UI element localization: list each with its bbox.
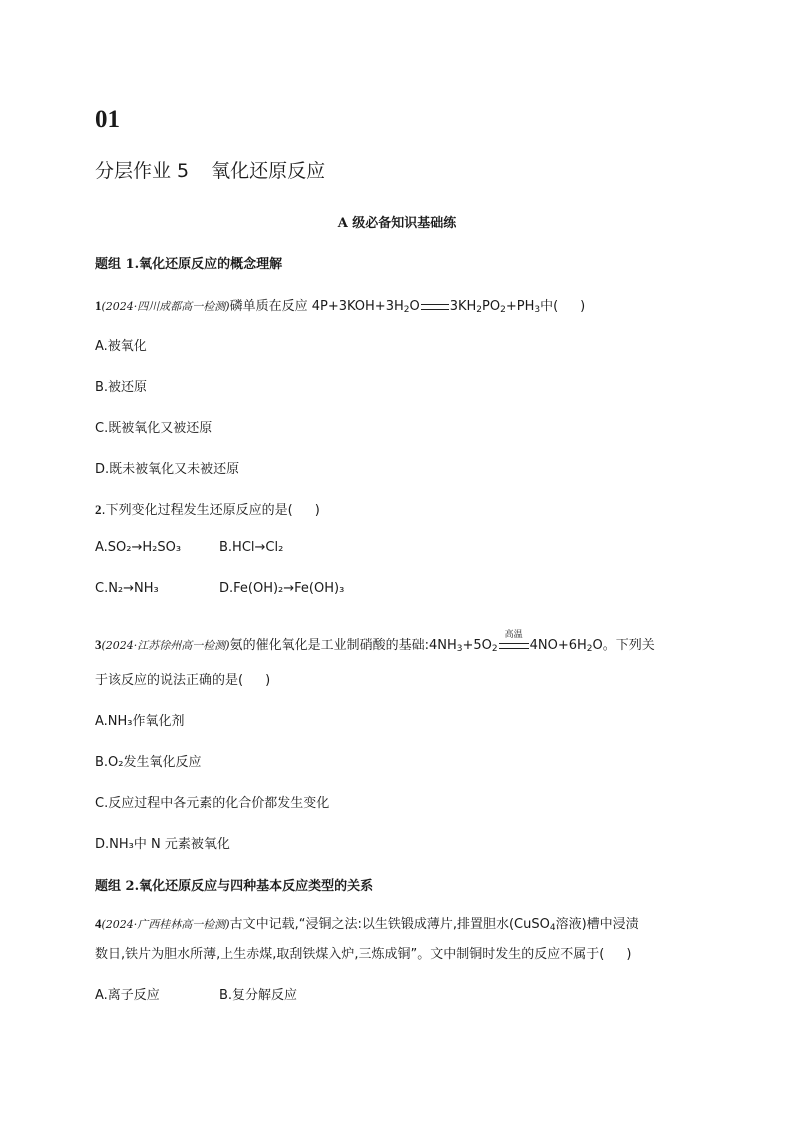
q2-option-b: B.HCl→Cl₂	[219, 540, 284, 555]
q1-source: (2024·四川成都高一检测)	[101, 300, 230, 313]
page-title	[95, 156, 325, 183]
q3-option-a: A.NH₃作氧化剂	[95, 714, 185, 729]
q1-option-d: D.既未被氧化又未被还原	[95, 462, 240, 477]
q1-option-a: A.被氧化	[95, 339, 147, 354]
q3-close: )	[265, 673, 271, 688]
q3-option-b: B.O₂发生氧化反应	[95, 755, 202, 770]
q3-option-c: C.反应过程中各元素的化合价都发生变化	[95, 796, 330, 811]
q3-text-b: +5O	[462, 638, 492, 653]
q3-number: 3	[95, 637, 102, 652]
q1-text-e: +PH	[505, 299, 535, 314]
condition-label: 高温	[504, 629, 523, 640]
question-1: 1(2024·四川成都高一检测)磷单质在反应 $4P+3KOH+3H_2O$ $3KH_2PO_2+PH_3$中( )	[95, 298, 586, 315]
q3-source: (2024·江苏徐州高一检测)	[101, 639, 230, 652]
q1-option-c: C.既被氧化又被还原	[95, 421, 213, 436]
q1-text-g: )	[580, 299, 586, 314]
question-3: 3(2024·江苏徐州高一检测)氨的催化氧化是工业制硝酸的基础$:4NH_3+5O_2$ 高温 $4NO+6H_2O$。下列关	[95, 634, 655, 654]
equal-sign	[421, 304, 449, 310]
title-part-a: 分层作业 5	[95, 160, 190, 182]
q2-text: .下列变化过程发生还原反应的是(	[101, 503, 293, 518]
q4-close: )	[626, 947, 632, 962]
q4-source: (2024·广西桂林高一检测)	[101, 918, 230, 931]
q3-text-d: O。下列关	[592, 638, 655, 653]
q3-option-d: D.NH₃中 N 元素被氧化	[95, 837, 230, 852]
q1-text-a: 磷单质在反应 4P+3KOH+3H	[229, 299, 404, 314]
q4-number: 4	[95, 916, 102, 931]
q4-option-b: B.复分解反应	[219, 988, 298, 1003]
q2-option-c: C.N₂→NH₃	[95, 581, 159, 596]
q3-text-a: 氨的催化氧化是工业制硝酸的基础:4NH	[229, 638, 457, 653]
question-4-line-2	[95, 943, 631, 962]
q1-text-f: 中(	[540, 299, 559, 314]
group-heading-1: 题组 1.氧化还原反应的概念理解	[95, 257, 283, 272]
q2-close: )	[314, 503, 320, 518]
section-heading: A 级必备知识基础练	[337, 216, 457, 231]
q1-text-b: O	[409, 299, 420, 314]
q4-text-a: 古文中记载,“浸铜之法:以生铁锻成薄片,排置胆水(CuSO	[229, 917, 550, 932]
question-4: 4(2024·广西桂林高一检测)古文中记载,“浸铜之法:以生铁锻成薄片,排置胆水(CuSO$_4$溶液)槽中浸渍	[95, 916, 639, 933]
q1-text-c: 3KH	[449, 299, 477, 314]
q1-text-d: PO	[482, 299, 501, 314]
group-heading-2: 题组 2.氧化还原反应与四种基本反应类型的关系	[95, 879, 374, 894]
reaction-condition	[499, 629, 529, 649]
q1-number: 1	[95, 298, 102, 313]
section-number: 01	[95, 106, 120, 133]
q1-option-b: B.被还原	[95, 380, 148, 395]
title-part-b: 氧化还原反应	[211, 160, 326, 182]
q2-option-d: D.Fe(OH)₂→Fe(OH)₃	[219, 581, 345, 596]
q4-option-a: A.离子反应	[95, 988, 160, 1003]
question-3-line-2	[95, 669, 270, 688]
q4-text-b: 溶液)槽中浸渍	[555, 917, 639, 932]
q2-option-a: A.SO₂→H₂SO₃	[95, 540, 182, 555]
q3-text-c: 4NO+6H	[529, 638, 587, 653]
question-2	[95, 499, 320, 518]
q2-number: 2	[95, 502, 102, 517]
q4-line2: 数日,铁片为胆水所薄,上生赤煤,取刮铁煤入炉,三炼成铜”。文中制铜时发生的反应不属于(	[95, 947, 605, 962]
q3-line2: 于该反应的说法正确的是(	[95, 673, 244, 688]
